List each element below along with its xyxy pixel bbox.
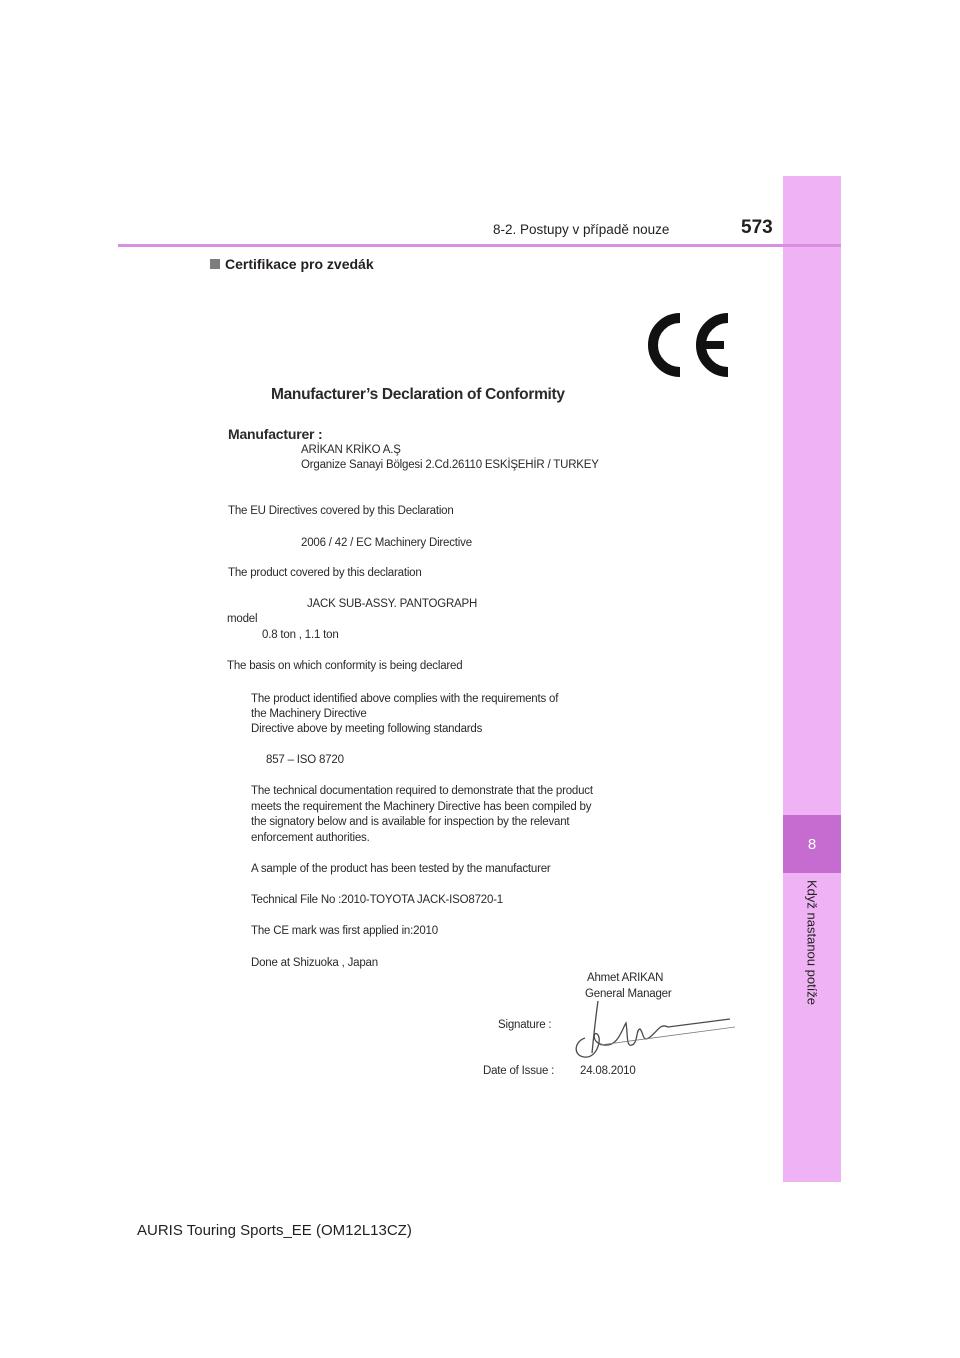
section-heading <box>210 256 374 272</box>
manufacturer-address: Organize Sanayi Bölgesi 2.Cd.26110 ESKİŞEHİR / TURKEY <box>301 459 599 471</box>
directives-label: The EU Directives covered by this Declaration <box>228 505 454 517</box>
date-value: 24.08.2010 <box>580 1065 636 1077</box>
done-at: Done at Shizuoka , Japan <box>251 957 378 969</box>
model-values: 0.8 ton , 1.1 ton <box>262 629 339 641</box>
technical-file: Technical File No :2010-TOYOTA JACK-ISO8720-1 <box>251 894 503 906</box>
signatory-title: General Manager <box>585 988 672 1000</box>
manufacturer-name: ARİKAN KRİKO A.Ş <box>301 444 401 456</box>
page-number: 573 <box>741 217 773 238</box>
chapter-number-tab[interactable]: 8 <box>783 815 841 873</box>
ce-mark-icon <box>640 308 735 382</box>
documentation-line: the signatory below and is available for inspection by the relevant <box>251 816 570 828</box>
basis-line: Directive above by meeting following standards <box>251 723 483 735</box>
documentation-line: The technical documentation required to demonstrate that the product <box>251 785 593 797</box>
chapter-title: Když nastanou potíže <box>804 880 820 1006</box>
documentation-line: enforcement authorities. <box>251 832 370 844</box>
standard: 857 – ISO 8720 <box>266 754 344 766</box>
directive: 2006 / 42 / EC Machinery Directive <box>301 537 472 549</box>
ce-applied: The CE mark was first applied in:2010 <box>251 925 438 937</box>
date-label: Date of Issue : <box>483 1065 555 1077</box>
declaration-of-conformity-image <box>215 298 755 1088</box>
product-name: JACK SUB-ASSY. PANTOGRAPH <box>307 598 478 610</box>
section-reference: 8-2. Postupy v případě nouze <box>493 222 670 237</box>
basis-label: The basis on which conformity is being declared <box>227 660 463 672</box>
square-bullet-icon <box>210 259 220 269</box>
chapter-sidebar <box>783 176 841 1182</box>
documentation-line: meets the requirement the Machinery Directive has been compiled by <box>251 801 592 813</box>
basis-line: the Machinery Directive <box>251 708 367 720</box>
sample-text: A sample of the product has been tested by the manufacturer <box>251 863 551 875</box>
model-label: model <box>227 613 258 625</box>
declaration-title: Manufacturer’s Declaration of Conformity <box>271 386 565 403</box>
manufacturer-label: Manufacturer : <box>228 426 323 442</box>
signature-drawing <box>570 993 740 1063</box>
section-heading-text: Certifikace pro zvedák <box>225 256 374 272</box>
basis-line: The product identified above complies with the requirements of <box>251 693 559 705</box>
header-divider <box>118 244 841 247</box>
signatory-name: Ahmet ARIKAN <box>587 972 664 984</box>
signature-label: Signature : <box>498 1019 552 1031</box>
product-label: The product covered by this declaration <box>228 567 422 579</box>
footer-document-code: AURIS Touring Sports_EE (OM12L13CZ) <box>137 1222 412 1239</box>
